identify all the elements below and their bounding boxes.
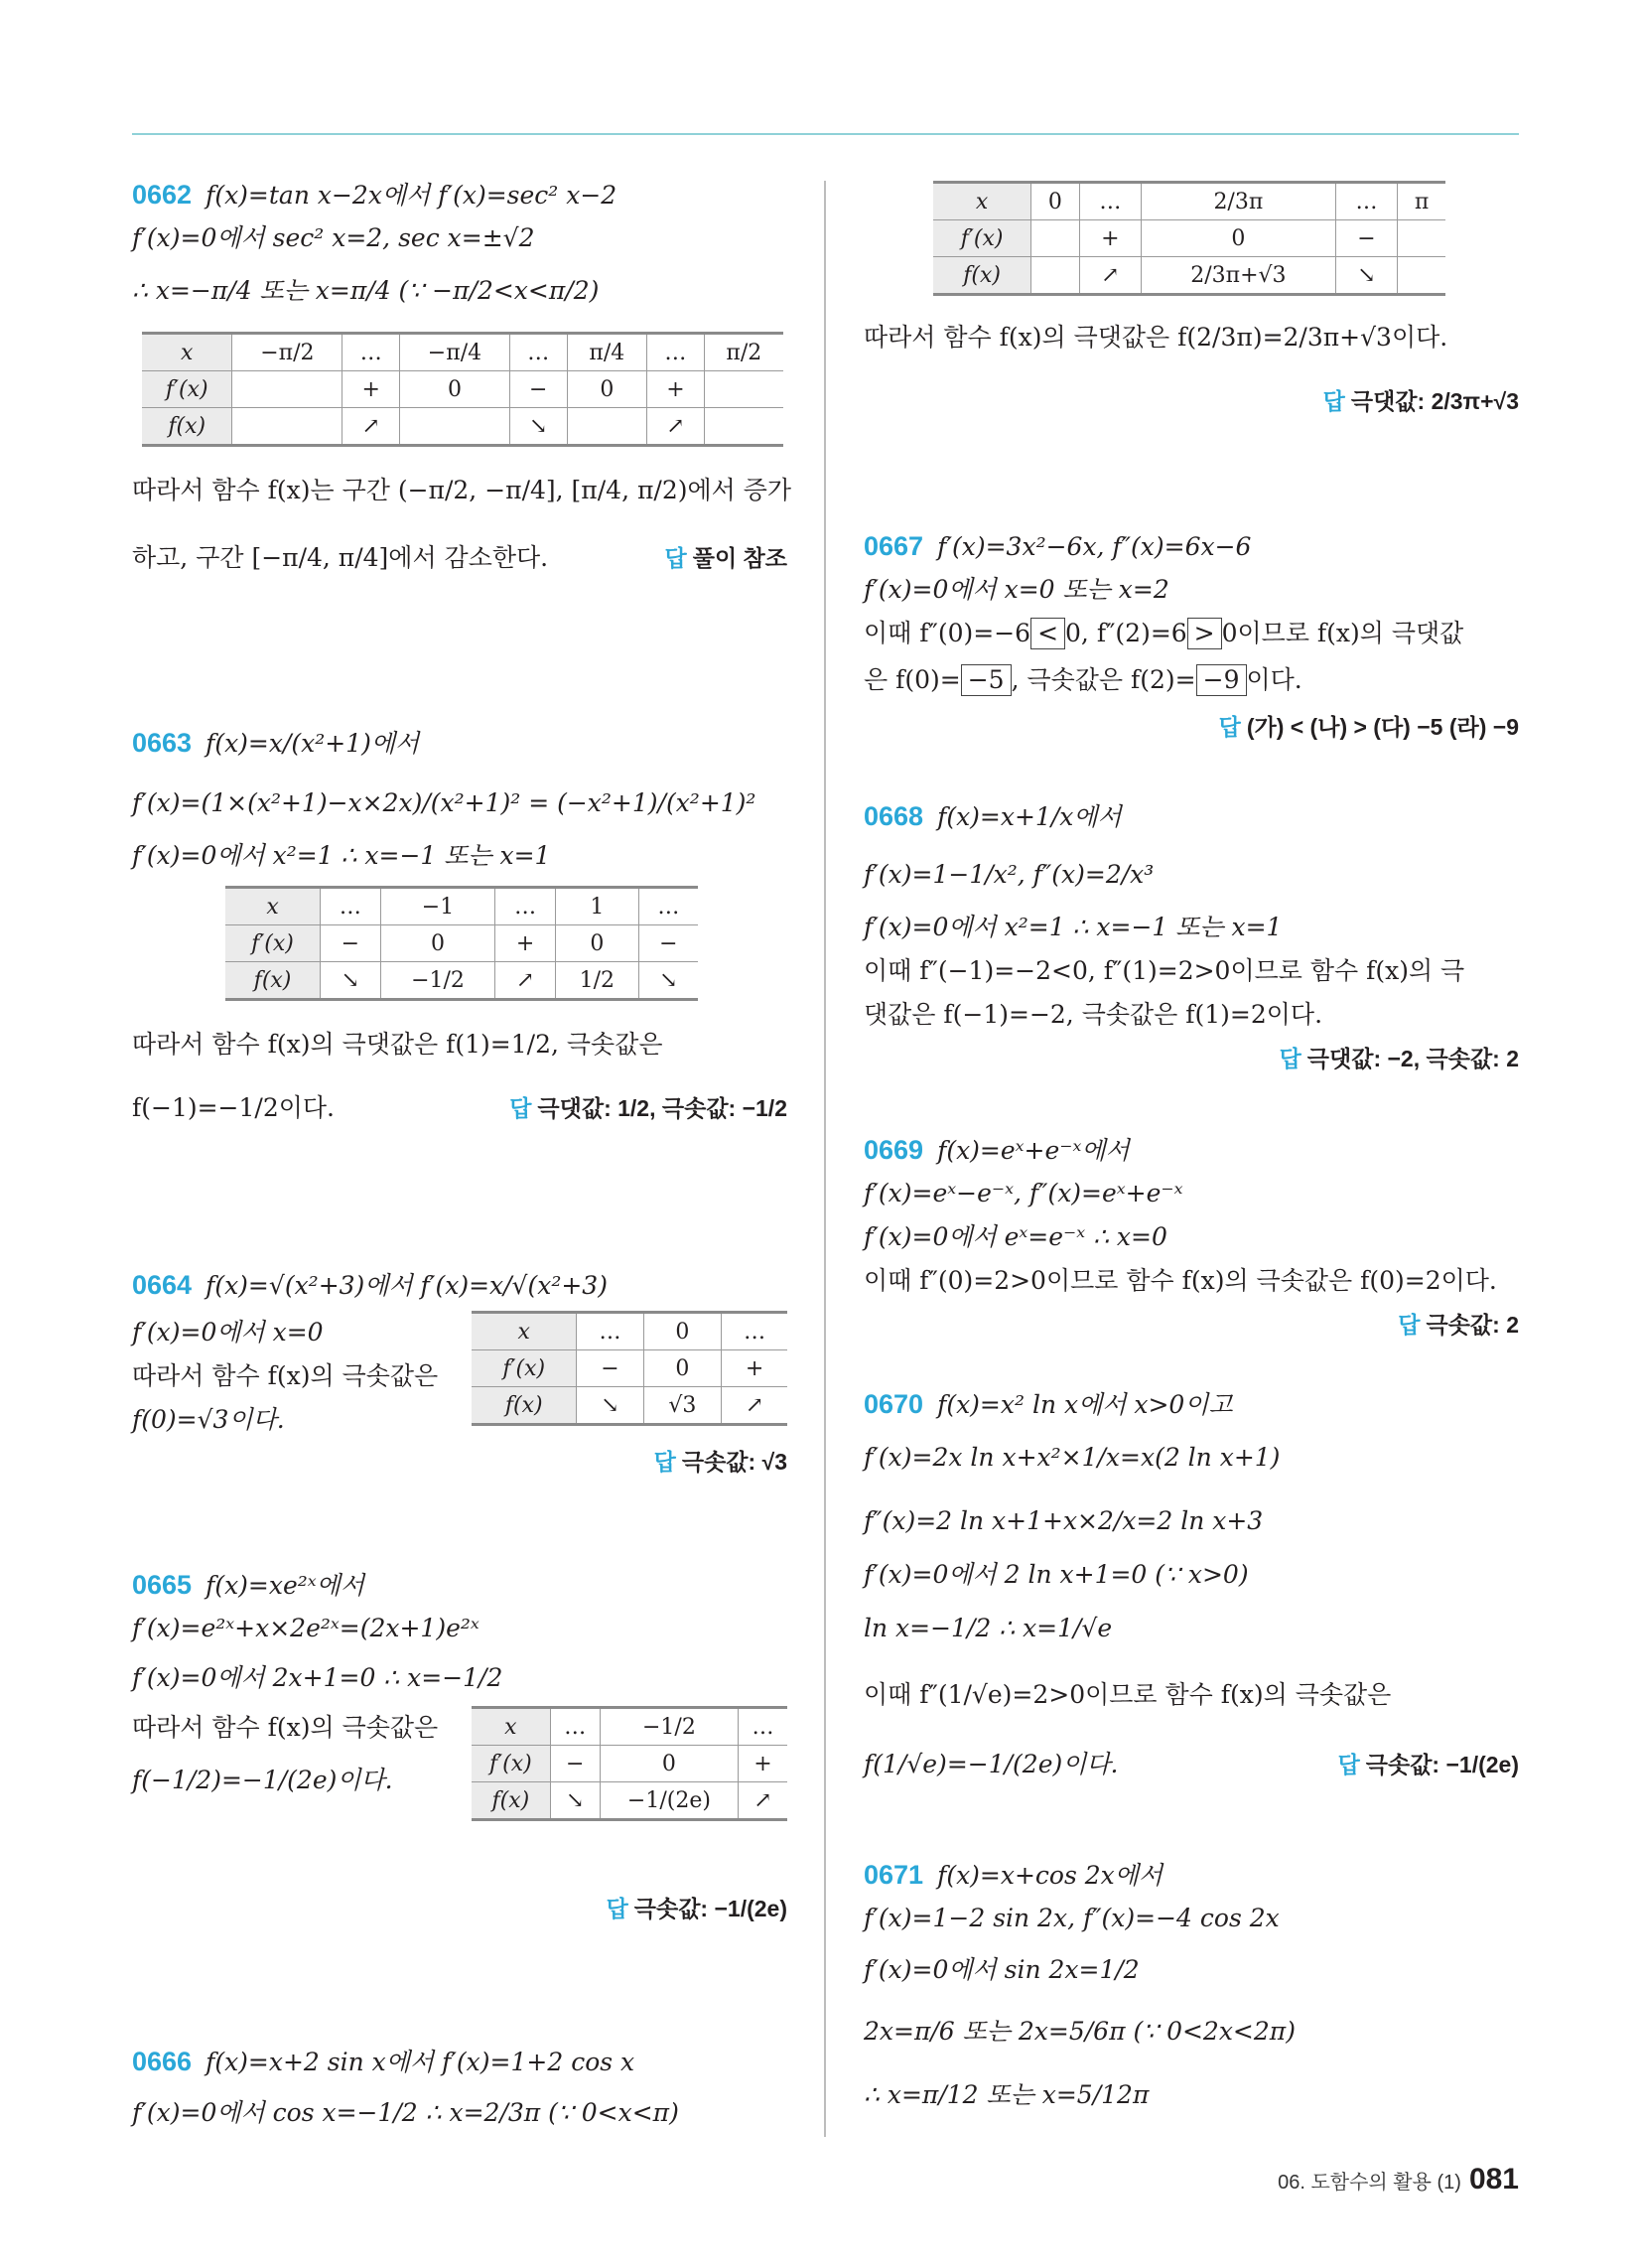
solution-line: 따라서 함수 f(x)는 구간 (−π/2, −π/4], [π/4, π/2)에서 증가 <box>132 476 792 504</box>
table-cell: + <box>647 371 705 408</box>
chapter-title: 06. 도함수의 활용 (1) <box>1278 2172 1461 2194</box>
row-header: f′(x) <box>472 1350 577 1387</box>
answer: 답 극댓값: −2, 극솟값: 2 <box>1279 1046 1519 1071</box>
table-cell: … <box>550 1708 600 1746</box>
row-header: x <box>472 1313 577 1350</box>
solution-line: 이때 f″(0)=2>0이므로 함수 f(x)의 극솟값은 f(0)=2이다. <box>864 1266 1497 1295</box>
table-cell <box>567 408 647 446</box>
table-cell: 0 <box>555 925 638 962</box>
answer: 답 (가) < (나) > (다) −5 (라) −9 <box>1218 714 1519 740</box>
table-cell <box>704 408 783 446</box>
table-cell: − <box>321 925 381 962</box>
table-cell: 2/3π+√3 <box>1142 257 1336 295</box>
column-divider <box>824 181 826 2137</box>
table-cell: ↗ <box>495 962 556 1000</box>
row-header: f′(x) <box>472 1746 550 1782</box>
table-cell: −1/(2e) <box>600 1782 738 1820</box>
solution-line: f(x)=x/(x²+1)에서 <box>205 729 420 758</box>
row-header: f′(x) <box>142 371 232 408</box>
solution-line: 따라서 함수 f(x)의 극댓값은 f(2/3π)=2/3π+√3이다. <box>864 323 1448 352</box>
problem-0666 <box>132 2040 787 2143</box>
solution-line: f′(x)=3x²−6x, f″(x)=6x−6 <box>937 532 1252 561</box>
solution-line: f′(x)=0에서 sin 2x=1/2 <box>864 1955 1140 1984</box>
row-header: x <box>225 888 321 925</box>
table-cell: − <box>577 1350 643 1387</box>
problem-0670 <box>864 1382 1519 1799</box>
solution-line: f′(x)=0에서 x=0 <box>132 1318 324 1347</box>
table-cell: … <box>638 888 698 925</box>
table-cell: 1/2 <box>555 962 638 1000</box>
answer: 답 극솟값: −1/(2e) <box>606 1896 787 1921</box>
solution-line: 따라서 함수 f(x)의 극댓값은 f(1)=1/2, 극솟값은 <box>132 1030 663 1059</box>
solution-line: ∴ x=π/12 또는 x=5/12π <box>864 2080 1150 2109</box>
solution-line: f(x)=x² ln x에서 x>0이고 <box>937 1390 1233 1419</box>
solution-line: f′(x)=(1×(x²+1)−x×2x)/(x²+1)² = (−x²+1)/(x²+1)² <box>132 788 756 817</box>
top-rule <box>132 133 1519 135</box>
table-cell: − <box>509 371 567 408</box>
problem-number: 0671 <box>864 1860 924 1890</box>
table-cell: ↘ <box>638 962 698 1000</box>
table-cell: −1/2 <box>380 962 495 1000</box>
solution-line: f′(x)=2x ln x+x²×1/x=x(2 ln x+1) <box>864 1443 1281 1472</box>
table-row <box>142 408 783 446</box>
solution-line: f(x)=x+2 sin x에서 f′(x)=1+2 cos x <box>205 2048 635 2076</box>
row-header: f(x) <box>225 962 321 1000</box>
table-cell: ↗ <box>647 408 705 446</box>
solution-line: 이때 f″(1/√e)=2>0이므로 함수 f(x)의 극솟값은 <box>864 1680 1392 1709</box>
table-cell: ↗ <box>342 408 400 446</box>
solution-line: f′(x)=e²ˣ+x×2e²ˣ=(2x+1)e²ˣ <box>132 1614 479 1642</box>
row-header: f′(x) <box>933 220 1031 257</box>
table-cell: 0 <box>380 925 495 962</box>
solution-line: f′(x)=0에서 x²=1 ∴ x=−1 또는 x=1 <box>864 913 1283 941</box>
sign-table <box>225 886 698 1001</box>
table-cell: −π/4 <box>400 334 510 371</box>
problem-0662 <box>132 173 792 592</box>
answer: 답 극솟값: 2 <box>1398 1312 1519 1338</box>
row-header: f(x) <box>142 408 232 446</box>
problem-0668 <box>864 788 1519 1076</box>
solution-line: f′(x)=0에서 2x+1=0 ∴ x=−1/2 <box>132 1663 503 1692</box>
table-row <box>225 962 698 1000</box>
solution-line: f(x)=x+cos 2x에서 <box>937 1861 1163 1890</box>
table-cell: ↗ <box>1079 257 1142 295</box>
table-cell: π/2 <box>704 334 783 371</box>
problem-number: 0665 <box>132 1570 193 1600</box>
table-row <box>933 183 1445 220</box>
solution-line: f″(x)=2 ln x+1+x×2/x=2 ln x+3 <box>864 1506 1264 1535</box>
solution-line: f(x)=tan x−2x에서 f′(x)=sec² x−2 <box>205 181 617 210</box>
table-cell: … <box>321 888 381 925</box>
solution-line: f′(x)=0에서 x=0 또는 x=2 <box>864 575 1169 604</box>
blank-box: < <box>1030 618 1065 649</box>
problem-0666-continued <box>864 181 1519 419</box>
table-cell: ↘ <box>577 1387 643 1425</box>
table-cell: 2/3π <box>1142 183 1336 220</box>
table-cell: 0 <box>1142 220 1336 257</box>
table-cell: 0 <box>567 371 647 408</box>
table-cell: −π/2 <box>232 334 342 371</box>
table-row <box>472 1782 787 1820</box>
table-cell <box>1398 257 1445 295</box>
table-cell <box>232 371 342 408</box>
row-header: f(x) <box>933 257 1031 295</box>
table-cell: ↘ <box>321 962 381 1000</box>
solution-line: f(0)=√3이다. <box>132 1405 285 1434</box>
table-cell: ↘ <box>550 1782 600 1820</box>
row-header: x <box>472 1708 550 1746</box>
table-row <box>472 1746 787 1782</box>
answer: 답 극댓값: 1/2, 극솟값: −1/2 <box>509 1095 787 1121</box>
sign-table <box>472 1311 787 1426</box>
solution-line: f′(x)=1−1/x², f″(x)=2/x³ <box>864 860 1155 889</box>
solution-line: 이때 f″(−1)=−2<0, f″(1)=2>0이므로 함수 f(x)의 극 <box>864 956 1465 985</box>
table-cell: … <box>647 334 705 371</box>
row-header: f(x) <box>472 1387 577 1425</box>
solution-line: f(x)=eˣ+e⁻ˣ에서 <box>937 1136 1130 1165</box>
table-cell: − <box>638 925 698 962</box>
row-header: x <box>142 334 232 371</box>
problem-0663 <box>132 713 787 1140</box>
table-cell: + <box>342 371 400 408</box>
solution-line: f(−1)=−1/2이다. <box>132 1093 335 1122</box>
table-cell: + <box>1079 220 1142 257</box>
row-header: x <box>933 183 1031 220</box>
table-row <box>142 334 783 371</box>
table-cell: + <box>495 925 556 962</box>
problem-number: 0669 <box>864 1135 924 1165</box>
table-cell: … <box>509 334 567 371</box>
row-header: f(x) <box>472 1782 550 1820</box>
sign-table <box>933 181 1445 296</box>
table-cell: … <box>739 1708 788 1746</box>
table-cell: … <box>1079 183 1142 220</box>
table-cell: + <box>739 1746 788 1782</box>
solution-line: f(−1/2)=−1/(2e)이다. <box>132 1766 393 1794</box>
table-cell: −1 <box>380 888 495 925</box>
sign-table <box>472 1706 787 1821</box>
table-cell <box>1398 220 1445 257</box>
table-cell: 0 <box>643 1313 722 1350</box>
solution-line: f′(x)=0에서 eˣ=e⁻ˣ ∴ x=0 <box>864 1222 1167 1251</box>
table-row <box>472 1387 787 1425</box>
answer: 답 극솟값: √3 <box>653 1449 787 1475</box>
solution-line: 댓값은 f(−1)=−2, 극솟값은 f(1)=2이다. <box>864 1000 1323 1029</box>
blank-box: > <box>1187 618 1222 649</box>
page-number: 081 <box>1468 2163 1519 2196</box>
sign-table <box>142 332 783 447</box>
solution-line: f(x)=x+1/x에서 <box>937 802 1122 831</box>
problem-number: 0664 <box>132 1270 193 1300</box>
problem-0665 <box>132 1563 787 1940</box>
problem-number: 0667 <box>864 531 924 561</box>
table-cell <box>232 408 342 446</box>
table-cell: π/4 <box>567 334 647 371</box>
table-cell: 0 <box>643 1350 722 1387</box>
table-cell: √3 <box>643 1387 722 1425</box>
table-cell: − <box>1335 220 1398 257</box>
problem-0671 <box>864 1853 1519 2127</box>
solution-line: f′(x)=0에서 x²=1 ∴ x=−1 또는 x=1 <box>132 841 551 870</box>
solution-line: f(x)=xe²ˣ에서 <box>205 1571 364 1600</box>
solution-line: f′(x)=0에서 sec² x=2, sec x=±√2 <box>132 223 535 252</box>
table-cell: 0 <box>600 1746 738 1782</box>
solution-line: f(1/√e)=−1/(2e)이다. <box>864 1750 1119 1778</box>
solution-line: f(x)=√(x²+3)에서 f′(x)=x/√(x²+3) <box>205 1271 608 1300</box>
table-cell: + <box>722 1350 787 1387</box>
table-cell: ↗ <box>739 1782 788 1820</box>
table-cell: π <box>1398 183 1445 220</box>
table-cell: ↘ <box>509 408 567 446</box>
table-cell: 0 <box>400 371 510 408</box>
table-row <box>225 888 698 925</box>
table-cell: 0 <box>1031 183 1079 220</box>
blank-box: −5 <box>961 664 1012 696</box>
table-cell: … <box>342 334 400 371</box>
problem-0669 <box>864 1128 1519 1343</box>
solution-line: f′(x)=1−2 sin 2x, f″(x)=−4 cos 2x <box>864 1904 1280 1932</box>
problem-number: 0662 <box>132 180 193 210</box>
answer: 답 극솟값: −1/(2e) <box>1337 1752 1519 1777</box>
solution-line: 하고, 구간 [−π/4, π/4]에서 감소한다. <box>132 543 549 572</box>
table-row <box>933 220 1445 257</box>
solution-line: ln x=−1/2 ∴ x=1/√e <box>864 1614 1113 1642</box>
answer: 답 풀이 참조 <box>664 545 787 571</box>
table-cell: … <box>495 888 556 925</box>
problem-0664 <box>132 1259 787 1495</box>
solution-line: 따라서 함수 f(x)의 극솟값은 <box>132 1361 439 1390</box>
table-cell <box>400 408 510 446</box>
table-cell: ↗ <box>722 1387 787 1425</box>
table-cell: 1 <box>555 888 638 925</box>
problem-0667: 0667 f′(x)=3x²−6x, f″(x)=6x−6 f′(x)=0에서 x=0 또는 x=2 이때 f″(0)=−6 < 0, f″(2)=6 > 0이므로 f(x)의 극댓값 은 f(0)= −5 , 극솟값은 f(2)= −9 이다. 답 (가) < (나) > (다) −5 (라) −9 <box>864 524 1519 745</box>
solution-line: ∴ x=−π/4 또는 x=π/4 (∵ −π/2<x<π/2) <box>132 276 600 305</box>
answer: 답 극댓값: 2/3π+√3 <box>1322 388 1519 414</box>
table-cell: … <box>1335 183 1398 220</box>
table-cell: … <box>722 1313 787 1350</box>
table-cell: ↘ <box>1335 257 1398 295</box>
page-footer <box>1278 2163 1519 2197</box>
table-cell <box>1031 257 1079 295</box>
table-row <box>472 1708 787 1746</box>
table-row <box>142 371 783 408</box>
row-header: f′(x) <box>225 925 321 962</box>
problem-number: 0670 <box>864 1389 924 1419</box>
table-cell: … <box>577 1313 643 1350</box>
solution-line: f′(x)=eˣ−e⁻ˣ, f″(x)=eˣ+e⁻ˣ <box>864 1179 1183 1207</box>
blank-box: −9 <box>1196 664 1247 696</box>
solution-line: 2x=π/6 또는 2x=5/6π (∵ 0<2x<2π) <box>864 2017 1296 2046</box>
problem-number: 0668 <box>864 801 924 831</box>
table-cell <box>1031 220 1079 257</box>
table-row <box>225 925 698 962</box>
table-cell: − <box>550 1746 600 1782</box>
solution-line: f′(x)=0에서 2 ln x+1=0 (∵ x>0) <box>864 1560 1249 1589</box>
solution-line: 따라서 함수 f(x)의 극솟값은 <box>132 1713 439 1742</box>
solution-line: f′(x)=0에서 cos x=−1/2 ∴ x=2/3π (∵ 0<x<π) <box>132 2098 679 2127</box>
table-cell <box>704 371 783 408</box>
table-row <box>933 257 1445 295</box>
problem-number: 0663 <box>132 728 193 758</box>
problem-number: 0666 <box>132 2047 193 2076</box>
table-row <box>472 1350 787 1387</box>
table-row <box>472 1313 787 1350</box>
table-cell: −1/2 <box>600 1708 738 1746</box>
